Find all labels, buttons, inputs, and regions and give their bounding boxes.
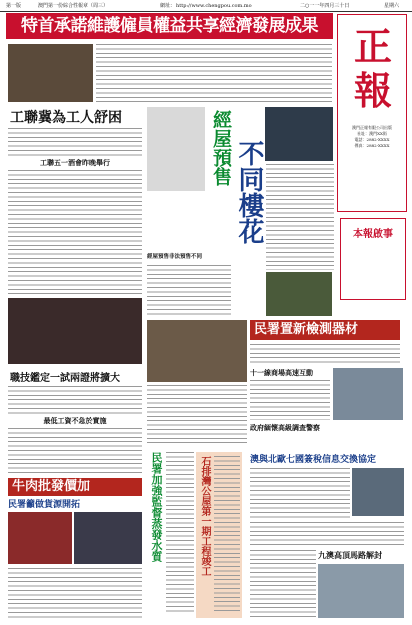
tax-headline[interactable]: 澳與北歐七國簽稅信息交換協定 bbox=[250, 455, 377, 465]
tax-text-2 bbox=[250, 522, 404, 548]
presale-headline[interactable]: 不同樓花 bbox=[234, 140, 264, 244]
chief-executive-photo bbox=[8, 44, 93, 102]
equipment-subhead1: 十一線商場高速互動 bbox=[250, 369, 313, 377]
salary-headline[interactable]: 職技鑑定一試兩證將擴大 bbox=[10, 373, 120, 383]
masthead-title: 正報 bbox=[353, 25, 392, 113]
housing-box bbox=[196, 452, 242, 618]
water-quality-text bbox=[166, 452, 194, 612]
equipment-headline[interactable]: 民署置新檢測器材 bbox=[250, 320, 400, 340]
official-article-text bbox=[266, 164, 334, 270]
labour-headline[interactable]: 工聯冀為工人舒困 bbox=[10, 110, 122, 126]
top-headline[interactable]: 特首承諾維護僱員權益共享經濟發展成果 bbox=[6, 13, 333, 39]
public-housing-headline[interactable]: 經屋預售 bbox=[210, 110, 232, 186]
equipment-text bbox=[250, 344, 400, 366]
labour-article-body bbox=[8, 170, 142, 295]
special-notice-box bbox=[340, 218, 406, 300]
meat-photo bbox=[8, 512, 72, 564]
issue-date: 二○一一年四月三十日 bbox=[300, 3, 350, 9]
meat-headline[interactable]: 牛肉批發價加 bbox=[8, 478, 142, 496]
official-meat-photo bbox=[74, 512, 142, 564]
vertical-article-text bbox=[147, 107, 205, 191]
page-number: 第一版 bbox=[6, 3, 22, 9]
road-headline[interactable]: 九澳高頂馬路解封 bbox=[318, 551, 382, 560]
masthead bbox=[337, 14, 407, 212]
labour-event-photo bbox=[8, 298, 142, 364]
tax-text bbox=[250, 468, 350, 518]
salary-subheadline: 最低工資不急於實施 bbox=[43, 417, 107, 425]
lead-article-text bbox=[96, 44, 332, 102]
housing-headline[interactable]: 石排灣公屋第一期工程竣工 bbox=[199, 456, 210, 576]
equipment-text-2 bbox=[250, 380, 330, 420]
water-quality-headline[interactable]: 民署加強監督蒸發水質 bbox=[150, 452, 163, 562]
website-link[interactable]: http://www.chengpou.com.mo bbox=[176, 3, 252, 9]
equipment-text-3 bbox=[147, 385, 247, 445]
labour-subheadline: 工聯五一酒會昨晚舉行 bbox=[40, 159, 110, 167]
publisher-note: 澳門第一份綜合性報章（周三） bbox=[38, 3, 109, 9]
equipment-subhead2: 政府緬懷高級調查警察 bbox=[250, 424, 320, 432]
salary-text bbox=[8, 386, 142, 414]
presale-text bbox=[147, 265, 231, 317]
weekday: 星期六 bbox=[384, 3, 400, 9]
masthead-info: 澳門正報有限公司出版 社址：澳門XX街 電話：2882-XXXX 傳真：2882-XXXX bbox=[352, 125, 392, 148]
equipment-photo bbox=[147, 320, 247, 382]
street-photo bbox=[333, 368, 403, 420]
meat-text bbox=[8, 568, 142, 618]
website-label: 網址： bbox=[160, 3, 176, 9]
official-photo bbox=[265, 107, 333, 161]
labour-article-text bbox=[8, 128, 142, 156]
salary-text-2 bbox=[8, 428, 142, 474]
meat-subheadline: 民署籲做貨源開拓 bbox=[8, 500, 81, 509]
presale-caption: 經屋預售非法預售不同 bbox=[147, 254, 203, 260]
second-official-photo bbox=[266, 272, 332, 316]
signing-photo bbox=[352, 468, 404, 516]
road-text bbox=[250, 550, 316, 618]
top-bar bbox=[0, 0, 412, 12]
special-notice-title: 本報啟事 bbox=[353, 229, 393, 240]
road-photo bbox=[318, 564, 404, 618]
